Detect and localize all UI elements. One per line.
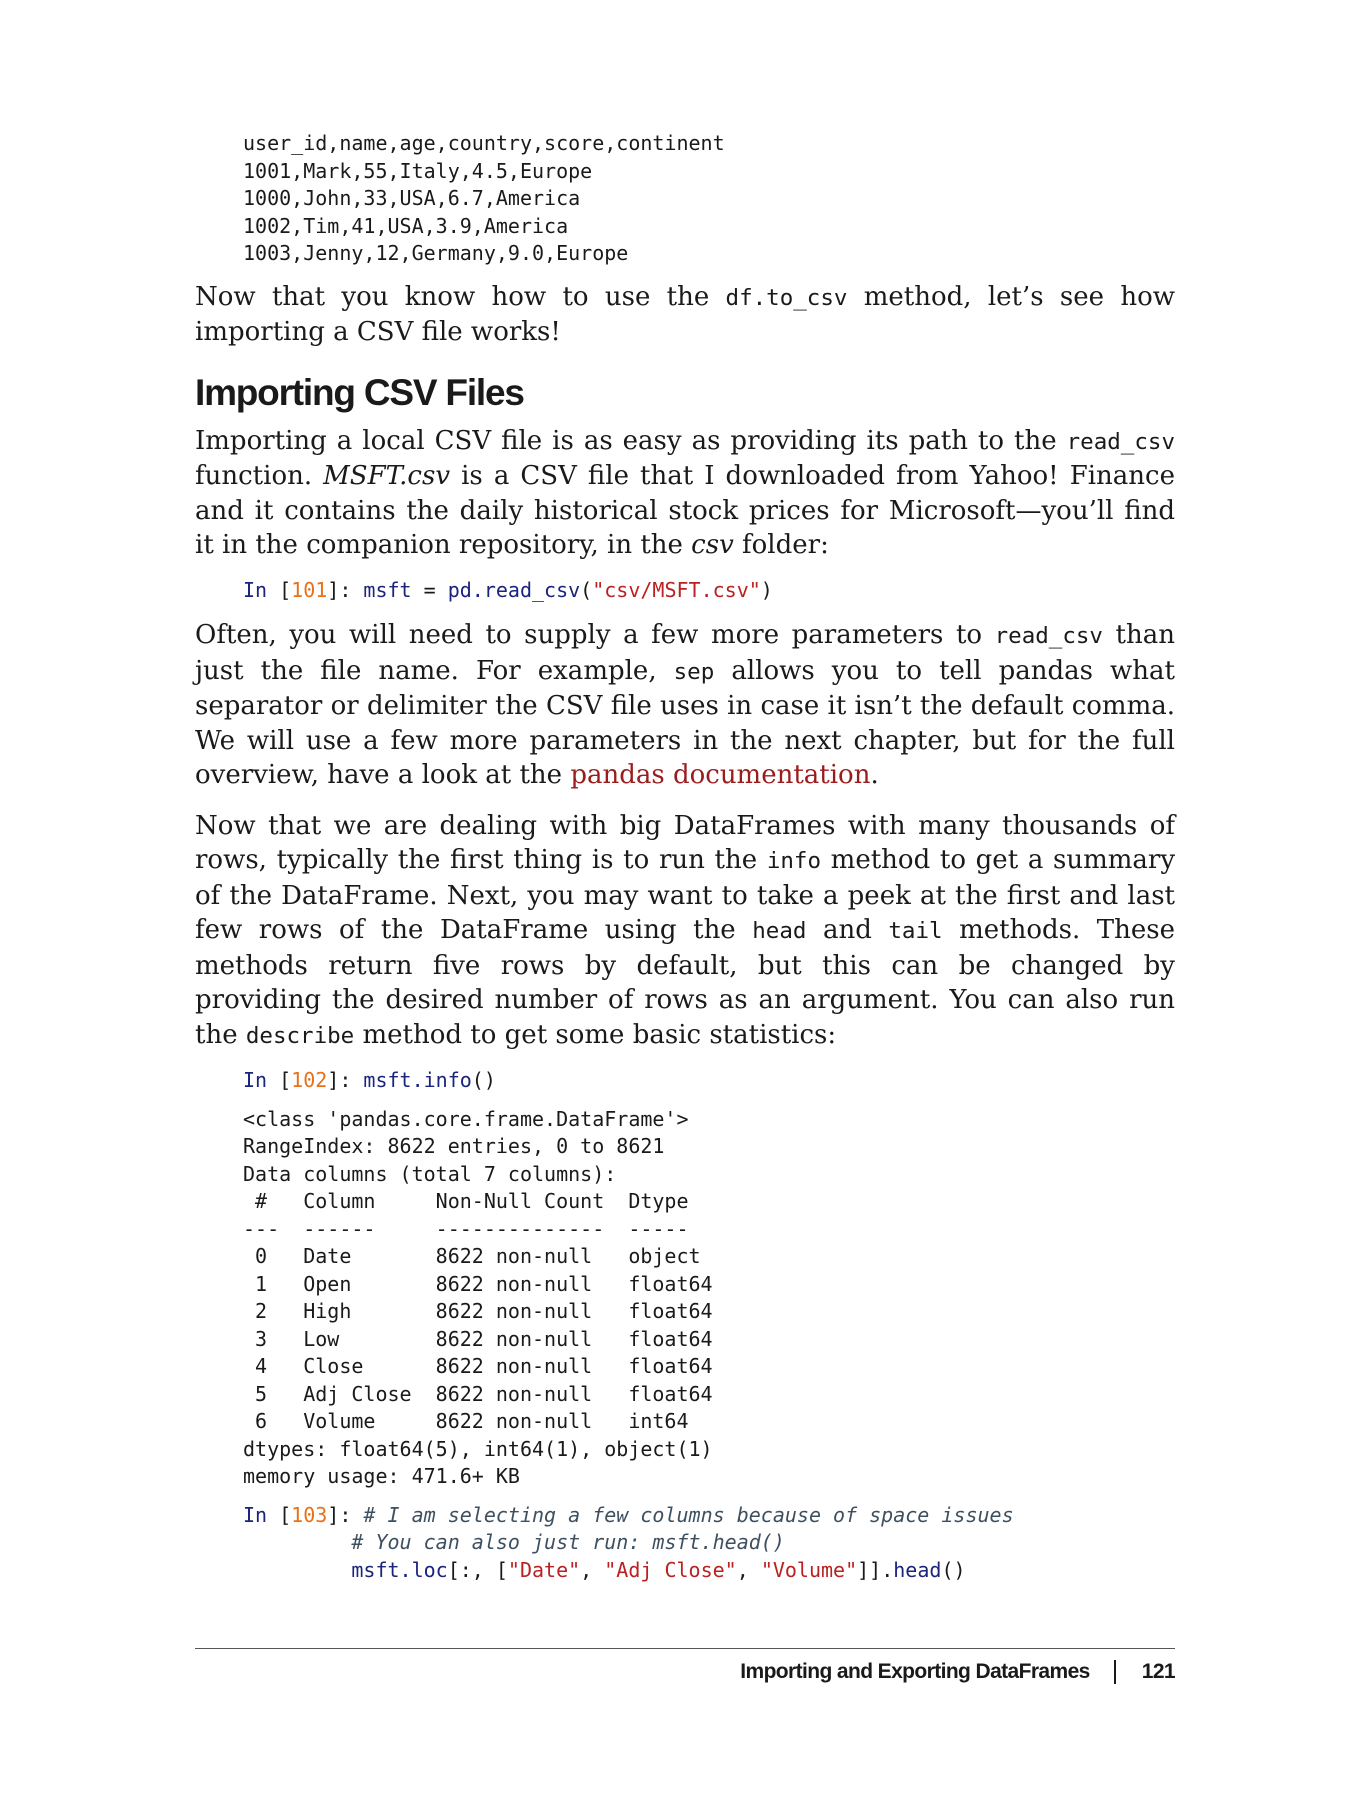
inline-code: tail <box>888 918 943 944</box>
prompt-bracket: ]: <box>327 1502 364 1527</box>
text: method, let’s see how importing a CSV file works! <box>195 281 1175 347</box>
code-punct: ]]. <box>857 1557 894 1582</box>
code-cell-101 <box>243 577 1175 605</box>
code-indent <box>243 1558 351 1582</box>
prompt-number: 102 <box>291 1068 328 1092</box>
output-line: 2 High 8622 non-null float64 <box>243 1299 713 1323</box>
code-string: "Date" <box>507 1557 581 1582</box>
text: Often, you will need to supply a few more parameters to <box>195 620 995 650</box>
code-cell-102 <box>243 1067 1175 1095</box>
code-line: 1003,Jenny,12,Germany,9.0,Europe <box>243 241 629 265</box>
code-function: pd.read_csv <box>447 577 581 602</box>
code-paren: () <box>941 1557 966 1582</box>
footer-separator <box>1114 1660 1116 1684</box>
code-line <box>243 1557 1175 1585</box>
filename-emphasis: MSFT.csv <box>323 461 451 491</box>
prompt-label: In <box>243 577 280 602</box>
footer-divider <box>195 1648 1175 1649</box>
prompt-bracket: ]: <box>327 577 364 602</box>
output-line: --- ------ -------------- ----- <box>243 1216 713 1241</box>
prompt-number: 103 <box>291 1502 328 1527</box>
code-line <box>243 1502 1175 1530</box>
text: Now that you know how to use the <box>195 281 726 312</box>
code-line: 1000,John,33,USA,6.7,America <box>243 186 581 210</box>
paragraph-info-head-tail <box>195 809 1175 1054</box>
csv-output-block <box>243 130 1175 268</box>
output-line: dtypes: float64(5), int64(1), object(1) <box>243 1436 713 1461</box>
output-line: <class 'pandas.core.frame.DataFrame'> <box>243 1106 689 1131</box>
inline-code: info <box>766 848 821 874</box>
inline-code: sep <box>673 658 715 685</box>
code-paren: ) <box>760 577 773 602</box>
output-line: 5 Adj Close 8622 non-null float64 <box>243 1381 713 1406</box>
output-line: 0 Date 8622 non-null object <box>243 1244 713 1268</box>
page-content <box>195 131 1176 1584</box>
inline-code: read_csv <box>994 623 1103 649</box>
code-line: user_id,name,age,country,score,continent <box>243 131 725 155</box>
code-string: "Volume" <box>760 1557 858 1582</box>
output-line: Data columns (total 7 columns): <box>243 1161 617 1186</box>
code-punct: , <box>580 1557 605 1582</box>
output-line: memory usage: 471.6+ KB <box>243 1464 520 1488</box>
code-line: 1002,Tim,41,USA,3.9,America <box>243 213 569 238</box>
code-function: head <box>893 1557 942 1582</box>
code-comment: # I am selecting a few columns because of space issues <box>363 1502 1014 1527</box>
folder-emphasis: csv <box>691 530 734 560</box>
code-operator: = <box>411 577 448 602</box>
prompt-label: In <box>243 1502 280 1527</box>
inline-code: head <box>752 918 807 944</box>
prompt-bracket: ]: <box>327 1068 364 1092</box>
output-line: 4 Close 8622 non-null float64 <box>243 1354 713 1378</box>
text: Now that we are dealing with big DataFrames with many thousands of rows, typically the first thing is to run the <box>195 810 1175 875</box>
page-footer <box>740 1660 1175 1684</box>
code-variable: msft.loc <box>351 1557 448 1582</box>
code-punct: , <box>736 1557 761 1582</box>
page-number: 121 <box>1141 1660 1175 1683</box>
paragraph-to-csv <box>195 280 1175 350</box>
code-variable: msft <box>363 577 412 602</box>
code-comment: # You can also just run: msft.head() <box>351 1530 785 1554</box>
text: method to get some basic statistics: <box>354 1019 837 1050</box>
code-string: "csv/MSFT.csv" <box>592 577 761 602</box>
text: methods. These methods return five rows by default, but this can be changed by providing the desired number of rows as an argument. You can also run the <box>195 915 1175 1050</box>
code-paren: () <box>471 1068 496 1092</box>
code-string: "Adj Close" <box>604 1557 737 1582</box>
text: is a CSV file that I downloaded from Yahoo! Finance and it contains the daily historical stock prices for Microsoft—you’ll find it in the companion repository, in the <box>195 461 1175 560</box>
code-line: 1001,Mark,55,Italy,4.5,Europe <box>243 158 593 183</box>
paragraph-read-csv-params <box>195 618 1175 793</box>
output-line: 1 Open 8622 non-null float64 <box>243 1271 713 1296</box>
code-line <box>243 1529 1175 1557</box>
inline-code: describe <box>245 1022 355 1049</box>
text: Importing a local CSV file is as easy as providing its path to the <box>195 425 1067 456</box>
code-cell-103 <box>243 1502 1175 1585</box>
info-output-block <box>243 1106 1175 1491</box>
code-indent <box>243 1530 351 1554</box>
output-line: # Column Non-Null Count Dtype <box>243 1189 713 1213</box>
text: allows you to tell pandas what separator or delimiter the CSV file uses in case it isn’t the default comma. We will use a few more parameters in the next chapter, but for the full overview, have a look at the <box>195 655 1175 790</box>
code-punct: [:, [ <box>447 1557 508 1582</box>
text: . <box>870 760 879 790</box>
text: method to get a summary of the DataFrame. Next, you may want to take a peek at the first and last few rows of the DataFrame using the <box>195 845 1176 945</box>
text: folder: <box>733 530 829 560</box>
inline-code: df.to_csv <box>725 284 848 311</box>
pandas-documentation-link[interactable]: pandas documentation <box>570 760 871 790</box>
paragraph-import-csv <box>195 424 1175 563</box>
prompt-label: In <box>243 1068 280 1092</box>
code-function: msft.info <box>363 1068 472 1092</box>
text: and <box>806 915 889 945</box>
prompt-bracket: [ <box>279 1068 292 1092</box>
text: function. <box>195 461 324 491</box>
output-line: 3 Low 8622 non-null float64 <box>243 1326 713 1351</box>
running-title: Importing and Exporting DataFrames <box>740 1660 1090 1683</box>
output-line: RangeIndex: 8622 entries, 0 to 8621 <box>243 1134 665 1158</box>
output-line: 6 Volume 8622 non-null int64 <box>243 1409 713 1433</box>
prompt-bracket: [ <box>279 1502 292 1527</box>
inline-code: read_csv <box>1066 428 1175 455</box>
code-paren: ( <box>580 577 593 602</box>
text: than just the file name. For example, <box>195 620 1175 686</box>
section-heading: Importing CSV Files <box>195 371 524 413</box>
prompt-bracket: [ <box>279 577 292 602</box>
prompt-number: 101 <box>291 577 328 602</box>
